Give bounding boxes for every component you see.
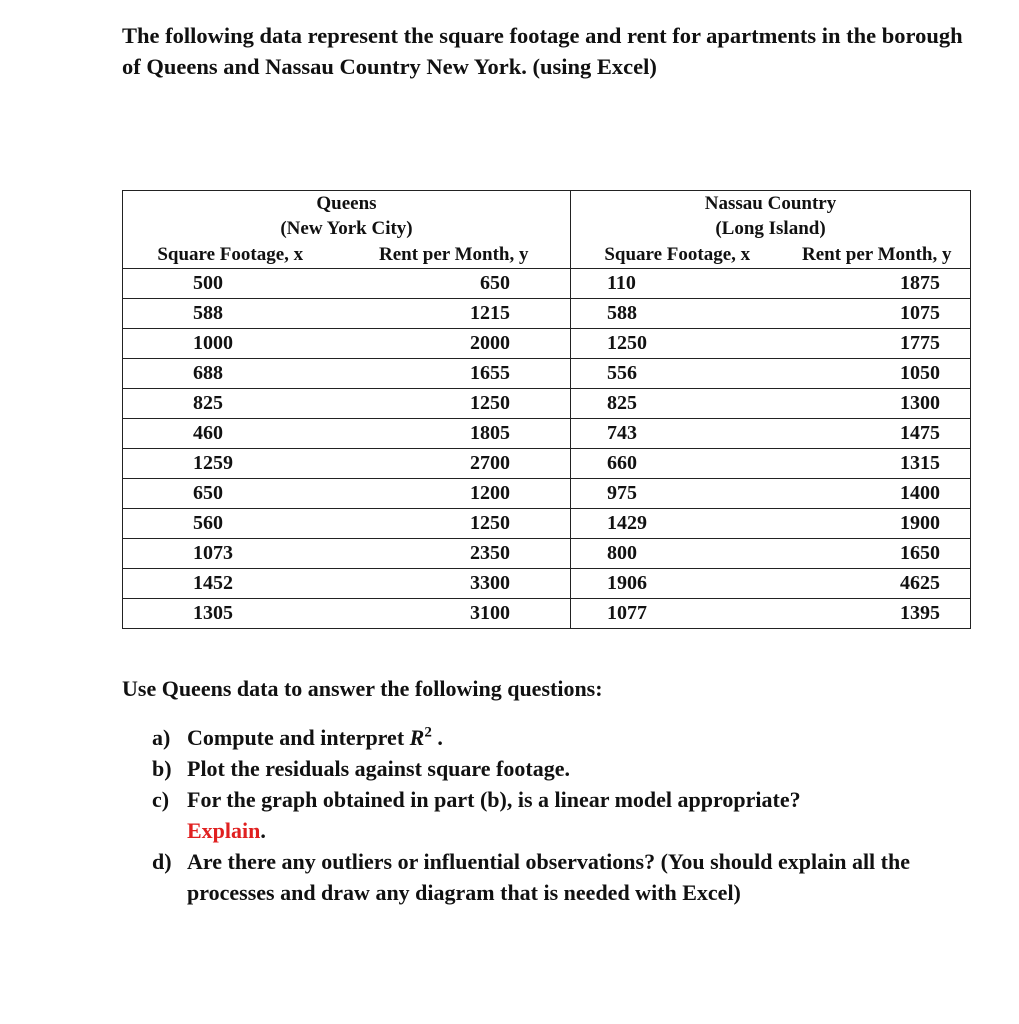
- queens-rent-cell: 3300: [338, 569, 571, 599]
- nassau-rent-cell: 1475: [784, 419, 971, 449]
- questions-heading: Use Queens data to answer the following questions:: [122, 676, 603, 701]
- nassau-sqft-cell: 110: [571, 269, 784, 299]
- nassau-title: Nassau Country: [704, 193, 837, 214]
- nassau-rent-cell: 1400: [784, 479, 971, 509]
- question-b-label: b): [152, 756, 172, 781]
- nassau-sqft-cell: 1250: [571, 329, 784, 359]
- queens-rent-cell: 1250: [338, 509, 571, 539]
- question-b-text: Plot the residuals against square footage.: [187, 756, 570, 781]
- queens-sqft-cell: 1073: [123, 539, 338, 569]
- queens-rent-cell: 1215: [338, 299, 571, 329]
- nassau-rent-cell: 1395: [784, 599, 971, 629]
- table-row: [123, 569, 971, 599]
- question-d-text: Are there any outliers or influential observations? (You should explain all the processes and draw any diagram that is needed with Excel): [187, 849, 910, 905]
- nassau-rent-cell: 1075: [784, 299, 971, 329]
- nassau-rent-cell: 1050: [784, 359, 971, 389]
- nassau-col-y: Rent per Month, y: [784, 241, 971, 269]
- queens-group-header: [123, 191, 571, 242]
- queens-rent-cell: 2700: [338, 449, 571, 479]
- question-a-text: Compute and interpret $R^2$ .: [187, 724, 443, 750]
- queens-sqft-cell: 500: [123, 269, 338, 299]
- table-row: [123, 449, 971, 479]
- queens-sqft-cell: 825: [123, 389, 338, 419]
- question-d-label: d): [152, 849, 172, 874]
- nassau-sqft-cell: 825: [571, 389, 784, 419]
- nassau-sqft-cell: 556: [571, 359, 784, 389]
- question-c: [152, 784, 972, 846]
- question-list: [152, 722, 972, 908]
- queens-sqft-cell: 1452: [123, 569, 338, 599]
- question-a: [152, 722, 972, 753]
- nassau-sqft-cell: 1077: [571, 599, 784, 629]
- queens-col-y: Rent per Month, y: [338, 241, 571, 269]
- nassau-sqft-cell: 800: [571, 539, 784, 569]
- queens-sqft-cell: 1259: [123, 449, 338, 479]
- nassau-rent-cell: 1775: [784, 329, 971, 359]
- queens-sqft-cell: 460: [123, 419, 338, 449]
- queens-rent-cell: 1200: [338, 479, 571, 509]
- queens-rent-cell: 2350: [338, 539, 571, 569]
- table-row: [123, 419, 971, 449]
- question-a-label: a): [152, 725, 171, 750]
- table-row: [123, 299, 971, 329]
- queens-sqft-cell: 560: [123, 509, 338, 539]
- queens-rent-cell: 650: [338, 269, 571, 299]
- nassau-rent-cell: 1875: [784, 269, 971, 299]
- table-row: [123, 509, 971, 539]
- queens-sqft-cell: 588: [123, 299, 338, 329]
- queens-title: Queens: [316, 193, 377, 214]
- nassau-sqft-cell: 1429: [571, 509, 784, 539]
- table-row: [123, 329, 971, 359]
- table-row: [123, 359, 971, 389]
- question-b: [152, 753, 972, 784]
- table-row: [123, 599, 971, 629]
- queens-rent-cell: 1655: [338, 359, 571, 389]
- nassau-rent-cell: 1650: [784, 539, 971, 569]
- question-c-label: c): [152, 787, 170, 812]
- explain-highlight: Explain: [187, 818, 261, 843]
- nassau-rent-cell: 4625: [784, 569, 971, 599]
- nassau-rent-cell: 1900: [784, 509, 971, 539]
- queens-sqft-cell: 1305: [123, 599, 338, 629]
- nassau-rent-cell: 1315: [784, 449, 971, 479]
- queens-col-x: Square Footage, x: [123, 241, 338, 269]
- nassau-rent-cell: 1300: [784, 389, 971, 419]
- nassau-sqft-cell: 1906: [571, 569, 784, 599]
- nassau-sqft-cell: 588: [571, 299, 784, 329]
- nassau-sqft-cell: 975: [571, 479, 784, 509]
- queens-rent-cell: 3100: [338, 599, 571, 629]
- queens-rent-cell: 2000: [338, 329, 571, 359]
- apartment-data-table: [122, 190, 971, 629]
- table-row: [123, 269, 971, 299]
- nassau-sqft-cell: 743: [571, 419, 784, 449]
- queens-rent-cell: 1250: [338, 389, 571, 419]
- queens-rent-cell: 1805: [338, 419, 571, 449]
- table-row: [123, 479, 971, 509]
- queens-subtitle: (New York City): [280, 218, 413, 239]
- r-squared-exponent: 2: [424, 724, 432, 741]
- queens-sqft-cell: 1000: [123, 329, 338, 359]
- table-row: [123, 389, 971, 419]
- table-row: [123, 539, 971, 569]
- nassau-subtitle: (Long Island): [715, 218, 826, 239]
- r-squared-symbol: R: [409, 725, 425, 750]
- table-body: [123, 269, 971, 629]
- nassau-sqft-cell: 660: [571, 449, 784, 479]
- question-d: [152, 846, 972, 908]
- nassau-group-header: [571, 191, 971, 242]
- nassau-col-x: Square Footage, x: [571, 241, 784, 269]
- intro-paragraph: The following data represent the square footage and rent for apartments in the borough of Queens and Nassau Country New York. (using Excel): [122, 23, 963, 79]
- queens-sqft-cell: 650: [123, 479, 338, 509]
- question-c-text: For the graph obtained in part (b), is a linear model appropriate? Explain.: [187, 787, 801, 843]
- queens-sqft-cell: 688: [123, 359, 338, 389]
